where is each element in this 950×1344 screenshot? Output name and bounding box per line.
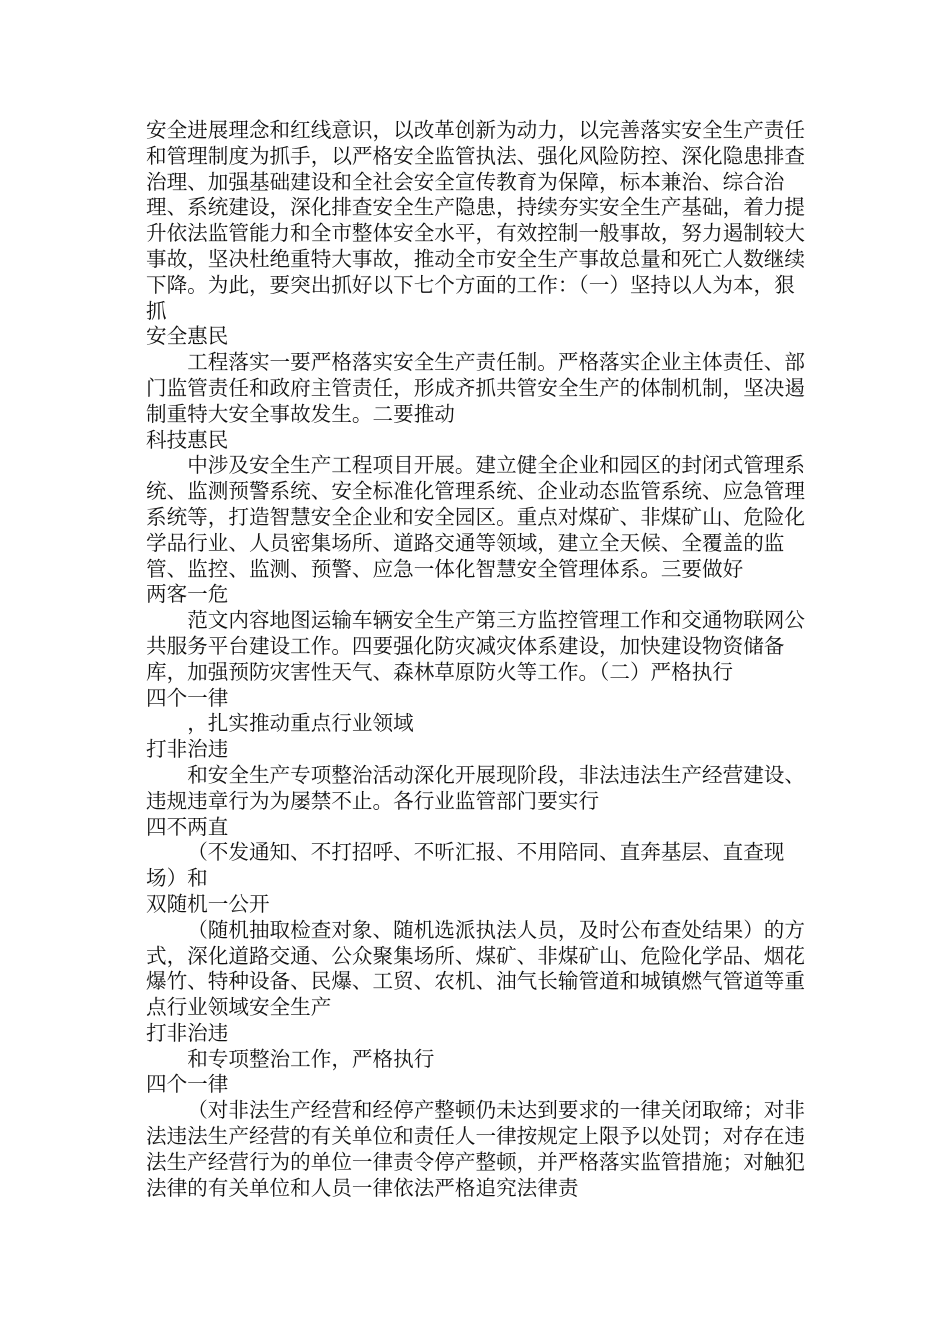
subheading-sige-yilv-2: 四个一律 <box>146 1072 229 1097</box>
paragraph-1: 安全进展理念和红线意识，以改革创新为动力，以完善落实安全生产责任和管理制度为抓手，以严格安全监管执法、强化风险防控、深化隐患排查治理、加强基础建设和全社会安全宣传教育为保障，标本兼治、综合治理、系统建设，深化排查安全生产隐患，持续夯实安全生产基础，着力提升依法监管能力和全市整体安全水平，有效控制一般事故，努力遏制较大事故，坚决杜绝重特大事故，推动全市安全生产事故总量和死亡人数继续下降。为此，要突出抓好以下七个方面的工作：（一）坚持以人为本，狠抓 <box>146 118 805 323</box>
paragraph-6: 和安全生产专项整治活动深化开展现阶段，非法违法生产经营建设、违规违章行为为屡禁不止。各行业监管部门要实行 <box>146 762 805 813</box>
subheading-shuangsuiji-yigongkai: 双随机一公开 <box>146 891 270 916</box>
subheading-sibu-liangzhi: 四不两直 <box>146 814 229 839</box>
paragraph-3: 中涉及安全生产工程项目开展。建立健全企业和园区的封闭式管理系统、监测预警系统、安全标准化管理系统、企业动态监管系统、应急管理系统等，打造智慧安全企业和安全园区。重点对煤矿、非煤矿山、危险化学品行业、人员密集场所、道路交通等领域，建立全天候、全覆盖的监管、监控、监测、预警、应急一体化智慧安全管理体系。三要做好 <box>146 453 805 581</box>
subheading-dafei-zhiwei-1: 打非治违 <box>146 737 229 762</box>
subheading-sige-yilv-1: 四个一律 <box>146 685 229 710</box>
paragraph-10: （对非法生产经营和经停产整顿仍未达到要求的一律关闭取缔；对非法违法生产经营的有关单位和责任人一律按规定上限予以处罚；对存在违法生产经营行为的单位一律责令停产整顿，并严格落实监管措施；对触犯法律的有关单位和人员一律依法严格追究法律责 <box>146 1098 805 1200</box>
paragraph-8: （随机抽取检查对象、随机选派执法人员，及时公布查处结果）的方式，深化道路交通、公众聚集场所、煤矿、非煤矿山、危险化学品、烟花爆竹、特种设备、民爆、工贸、农机、油气长输管道和城镇燃气管道等重点行业领域安全生产 <box>146 917 805 1020</box>
paragraph-9: 和专项整治工作，严格执行 <box>187 1046 435 1071</box>
paragraph-4: 范文内容地图运输车辆安全生产第三方监控管理工作和交通物联网公共服务平台建设工作。四要强化防灾减灾体系建设，加快建设物资储备库，加强预防灾害性天气、森林草原防火等工作。（二）严格执行 <box>146 608 805 684</box>
subheading-dafei-zhiwei-2: 打非治违 <box>146 1020 229 1045</box>
paragraph-7: （不发通知、不打招呼、不听汇报、不用陪同、直奔基层、直查现场）和 <box>146 840 785 891</box>
subheading-anquan-huimin: 安全惠民 <box>146 324 229 349</box>
subheading-keji-huimin: 科技惠民 <box>146 427 229 452</box>
paragraph-2: 工程落实一要严格落实安全生产责任制。严格落实企业主体责任、部门监管责任和政府主管责任，形成齐抓共管安全生产的体制机制，坚决遏制重特大安全事故发生。二要推动 <box>146 350 805 426</box>
paragraph-5: ，扎实推动重点行业领域 <box>187 711 414 736</box>
document-page <box>146 118 810 1201</box>
subheading-liangke-yiwei: 两客一危 <box>146 582 229 607</box>
